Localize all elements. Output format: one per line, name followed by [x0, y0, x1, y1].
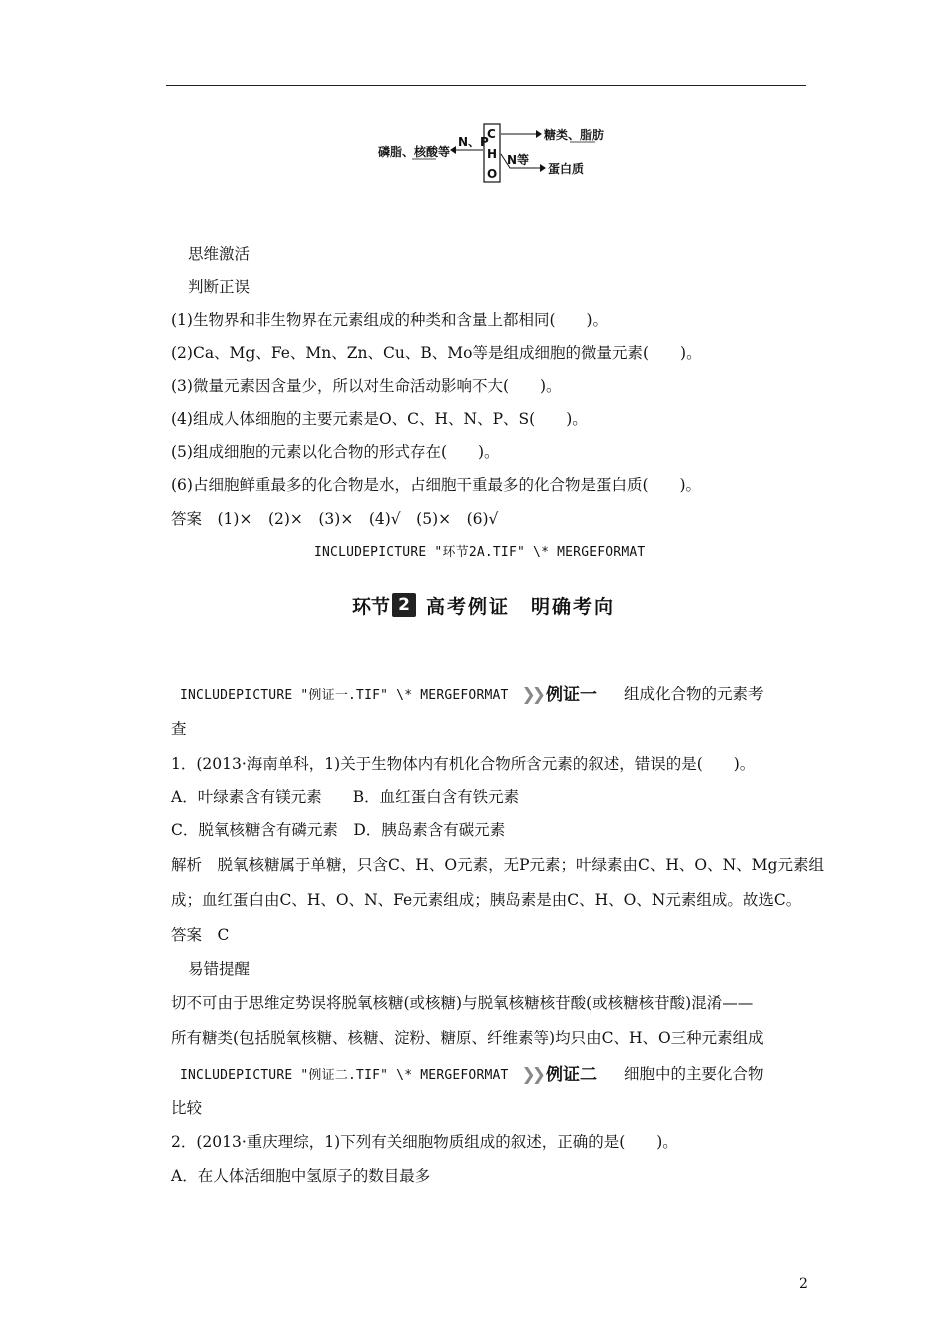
example2-tag-label: 例证二 — [546, 1065, 597, 1085]
activation-heading: 思维激活 — [188, 245, 251, 263]
example1-topic: 组成化合物的元素考 — [623, 685, 764, 703]
example2-header-line — [180, 1064, 763, 1086]
judgement-item-5: (5)组成细胞的元素以化合物的形式存在( )。 — [171, 443, 500, 461]
example1-field-code: INCLUDEPICTURE "例证一.TIF" \* MERGEFORMAT — [180, 688, 509, 703]
section-title — [352, 588, 615, 622]
arrowhead-right-bottom — [540, 164, 546, 172]
label-n-p: N、P — [458, 135, 489, 149]
example2-topic-cont: 比较 — [171, 1099, 203, 1117]
example1-analysis-1: 解析 脱氧核糖属于单糖，只含C、H、O元素，无P元素；叶绿素由C、H、O、N、Mg元素组 — [171, 856, 824, 874]
example1-header-line — [180, 684, 763, 706]
judgement-item-6: (6)占细胞鲜重最多的化合物是水，占细胞干重最多的化合物是蛋白质( )。 — [171, 476, 702, 494]
field-code-section: INCLUDEPICTURE "环节2A.TIF" \* MERGEFORMAT — [314, 545, 646, 560]
activation-subheading: 判断正误 — [188, 278, 251, 296]
example2-option-a: A．在人体活细胞中氢原子的数目最多 — [171, 1167, 431, 1185]
product-protein: 蛋白质 — [548, 162, 585, 176]
example1-options-cd: C．脱氧核糖含有磷元素 D．胰岛素含有碳元素 — [171, 821, 506, 839]
element-diagram — [370, 120, 610, 190]
double-chevron-icon: ❯❯ — [521, 1065, 542, 1085]
example1-tag-label: 例证一 — [546, 685, 597, 705]
example2-question: 2．(2013·重庆理综，1)下列有关细胞物质组成的叙述，正确的是( )。 — [171, 1133, 678, 1151]
example1-topic-cont: 查 — [171, 720, 187, 738]
judgement-item-3: (3)微量元素因含量少，所以对生命活动影响不大( )。 — [171, 377, 562, 395]
example2-tag — [522, 1065, 598, 1085]
cho-letter-h: H — [487, 147, 498, 161]
example2-field-code: INCLUDEPICTURE "例证二.TIF" \* MERGEFORMAT — [180, 1068, 509, 1083]
double-chevron-icon: ❯❯ — [521, 685, 542, 705]
example1-tip-1: 切不可由于思维定势误将脱氧核糖(或核糖)与脱氧核糖核苷酸(或核糖核苷酸)混淆—— — [171, 994, 754, 1012]
page-number: 2 — [799, 1276, 808, 1292]
example1-analysis-2: 成；血红蛋白由C、H、O、N、Fe元素组成；胰岛素是由C、H、O、N元素组成。故选C。 — [171, 891, 802, 909]
section-prefix: 环节 — [352, 595, 391, 618]
label-n-etc: N等 — [507, 153, 530, 167]
example1-question: 1．(2013·海南单科，1)关于生物体内有机化合物所含元素的叙述，错误的是( )。 — [171, 755, 756, 773]
section-subtitle: 高考例证 明确考向 — [426, 595, 616, 618]
cho-letter-c: C — [487, 127, 496, 141]
example1-tag — [522, 685, 598, 705]
example2-topic: 细胞中的主要化合物 — [623, 1065, 764, 1083]
judgement-answer: 答案 (1)× (2)× (3)× (4)√ (5)× (6)√ — [171, 510, 499, 528]
header-rule — [166, 85, 806, 86]
product-sugars-fats: 糖类、脂肪 — [544, 128, 605, 142]
arrowhead-left — [450, 146, 456, 154]
example1-options-ab: A．叶绿素含有镁元素 B．血红蛋白含有铁元素 — [171, 788, 520, 806]
example1-tip-heading: 易错提醒 — [188, 960, 251, 978]
arrowhead-right-top — [536, 130, 542, 138]
example1-tip-2: 所有糖类(包括脱氧核糖、核糖、淀粉、糖原、纤维素等)均只由C、H、O三种元素组成 — [171, 1029, 764, 1047]
section-number-badge: 2 — [392, 593, 416, 617]
judgement-item-2: (2)Ca、Mg、Fe、Mn、Zn、Cu、B、Mo等是组成细胞的微量元素( )。 — [171, 344, 702, 362]
product-phospholipid-nucleic: 磷脂、核酸等 — [378, 145, 451, 159]
cho-letter-o: O — [487, 167, 498, 181]
example1-answer: 答案 C — [171, 926, 230, 944]
judgement-item-1: (1)生物界和非生物界在元素组成的种类和含量上都相同( )。 — [171, 311, 609, 329]
judgement-item-4: (4)组成人体细胞的主要元素是O、C、H、N、P、S( )。 — [171, 410, 588, 428]
